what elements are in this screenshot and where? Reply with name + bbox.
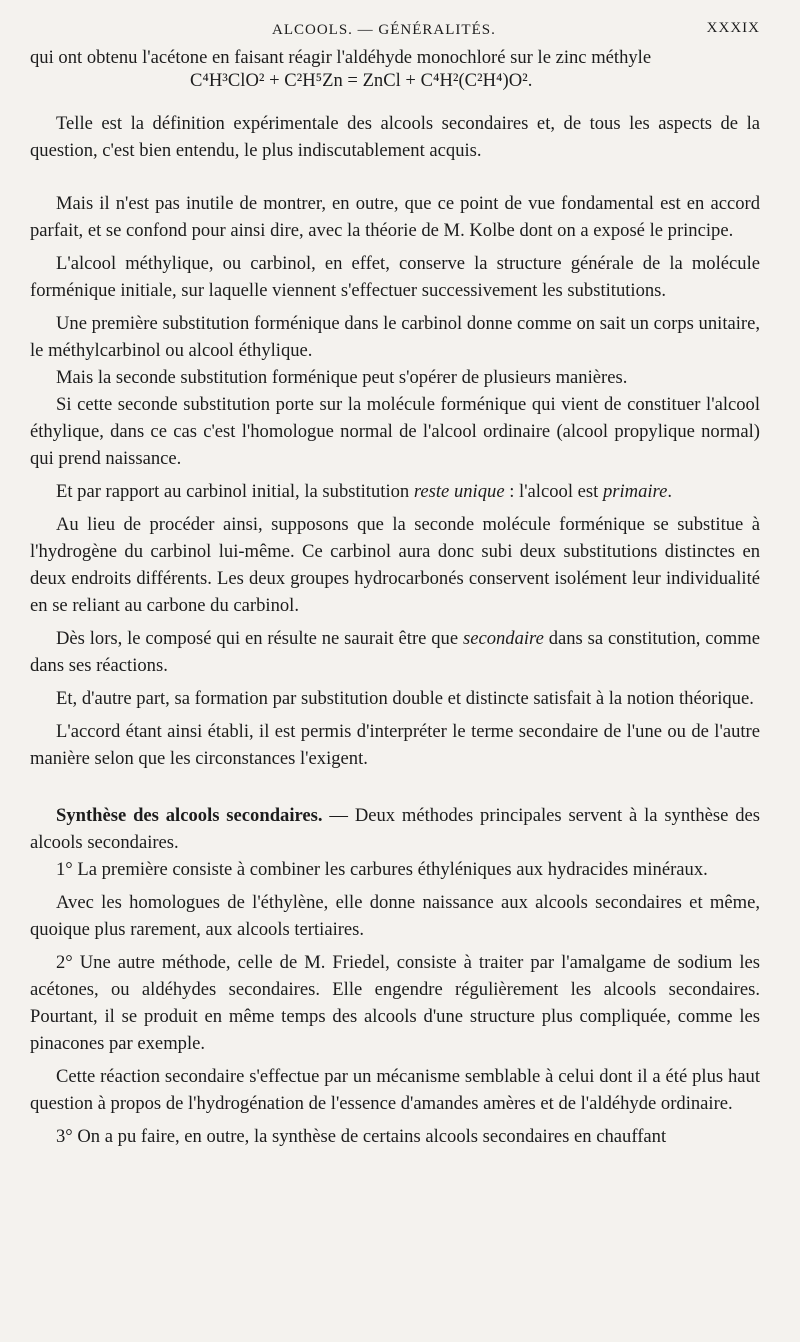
italic-term: reste unique bbox=[413, 481, 505, 502]
section-heading: Synthèse des alcools secondaires. bbox=[56, 805, 323, 826]
paragraph: Mais la seconde substitution forménique peut s'opérer de plusieurs manières. bbox=[56, 367, 628, 388]
paragraph: Si cette seconde substitution porte sur la molécule forménique qui vient de constituer l'alcool éthylique, dans ce cas c'est l'homologue normal de l'alcool ordinaire (alcool propylique normal) qui prend naissance. bbox=[30, 394, 760, 469]
chemical-equation: C⁴H³ClO² + C²H⁵Zn = ZnCl + C⁴H²(C²H⁴)O². bbox=[190, 70, 533, 91]
page-number: XXXIX bbox=[706, 20, 760, 36]
paragraph: Cette réaction secondaire s'effectue par un mécanisme semblable à celui dont il a été plus haut question à propos de l'hydrogénation de l'essence d'amandes amères et de l'aldéhyde ordinaire. bbox=[30, 1066, 760, 1114]
paragraph: 3° On a pu faire, en outre, la synthèse de certains alcools secondaires en chauffant bbox=[56, 1126, 667, 1147]
paragraph: Mais il n'est pas inutile de montrer, en outre, que ce point de vue fondamental est en accord parfait, et se confond pour ainsi dire, avec la théorie de M. Kolbe dont on a exposé le principe. bbox=[30, 193, 760, 241]
paragraph-primaire: Et par rapport au carbinol initial, la substitution reste unique : l'alcool est primaire. bbox=[56, 481, 672, 502]
paragraph-secondaire: Dès lors, le composé qui en résulte ne saurait être que secondaire dans sa constitution, comme dans ses réactions. bbox=[30, 628, 760, 676]
paragraph: Au lieu de procéder ainsi, supposons que la seconde molécule forménique se substitue à l'hydrogène du carbinol lui-même. Ce carbinol aura donc subi deux substitutions distinctes en deux endroits différents. Les deux groupes hydrocarbonés conservent isolément leur individualité en se reliant au carbone du carbinol. bbox=[30, 514, 760, 616]
paragraph: L'alcool méthylique, ou carbinol, en effet, conserve la structure générale de la molécule forménique initiale, sur laquelle viennent s'effectuer successivement les substitutions. bbox=[30, 253, 760, 301]
running-header bbox=[30, 18, 760, 44]
paragraph-continuation: qui ont obtenu l'acétone en faisant réagir l'aldéhyde monochloré sur le zinc méthyle bbox=[30, 47, 652, 68]
paragraph: Et, d'autre part, sa formation par substitution double et distincte satisfait à la notion théorique. bbox=[56, 688, 754, 709]
paragraph: L'accord étant ainsi établi, il est permis d'interpréter le terme secondaire de l'une ou de l'autre manière selon que les circonstances l'exigent. bbox=[30, 721, 760, 769]
running-title: ALCOOLS. — GÉNÉRALITÉS. bbox=[272, 22, 496, 38]
paragraph: Une première substitution forménique dans le carbinol donne comme on sait un corps unitaire, le méthylcarbinol ou alcool éthylique. bbox=[30, 313, 760, 361]
italic-term: secondaire bbox=[462, 628, 544, 649]
paragraph: Telle est la définition expérimentale des alcools secondaires et, de tous les aspects de la question, c'est bien entendu, le plus indiscutablement acquis. bbox=[30, 113, 760, 161]
paragraph: Avec les homologues de l'éthylène, elle donne naissance aux alcools secondaires et même, quoique plus rarement, aux alcools tertiaires. bbox=[30, 892, 760, 940]
paragraph: 1° La première consiste à combiner les carbures éthyléniques aux hydracides minéraux. bbox=[56, 859, 708, 880]
italic-term: primaire bbox=[602, 481, 668, 502]
section-paragraph: Synthèse des alcools secondaires. — Deux méthodes principales servent à la synthèse des alcools secondaires. bbox=[30, 805, 760, 853]
paragraph: 2° Une autre méthode, celle de M. Friedel, consiste à traiter par l'amalgame de sodium les acétones, ou aldéhydes secondaires. Elle engendre régulièrement les alcools secondaires. Pourtant, il se produit en même temps des alcools d'une structure plus compliquée, comme les pinacones par exemple. bbox=[30, 952, 760, 1054]
